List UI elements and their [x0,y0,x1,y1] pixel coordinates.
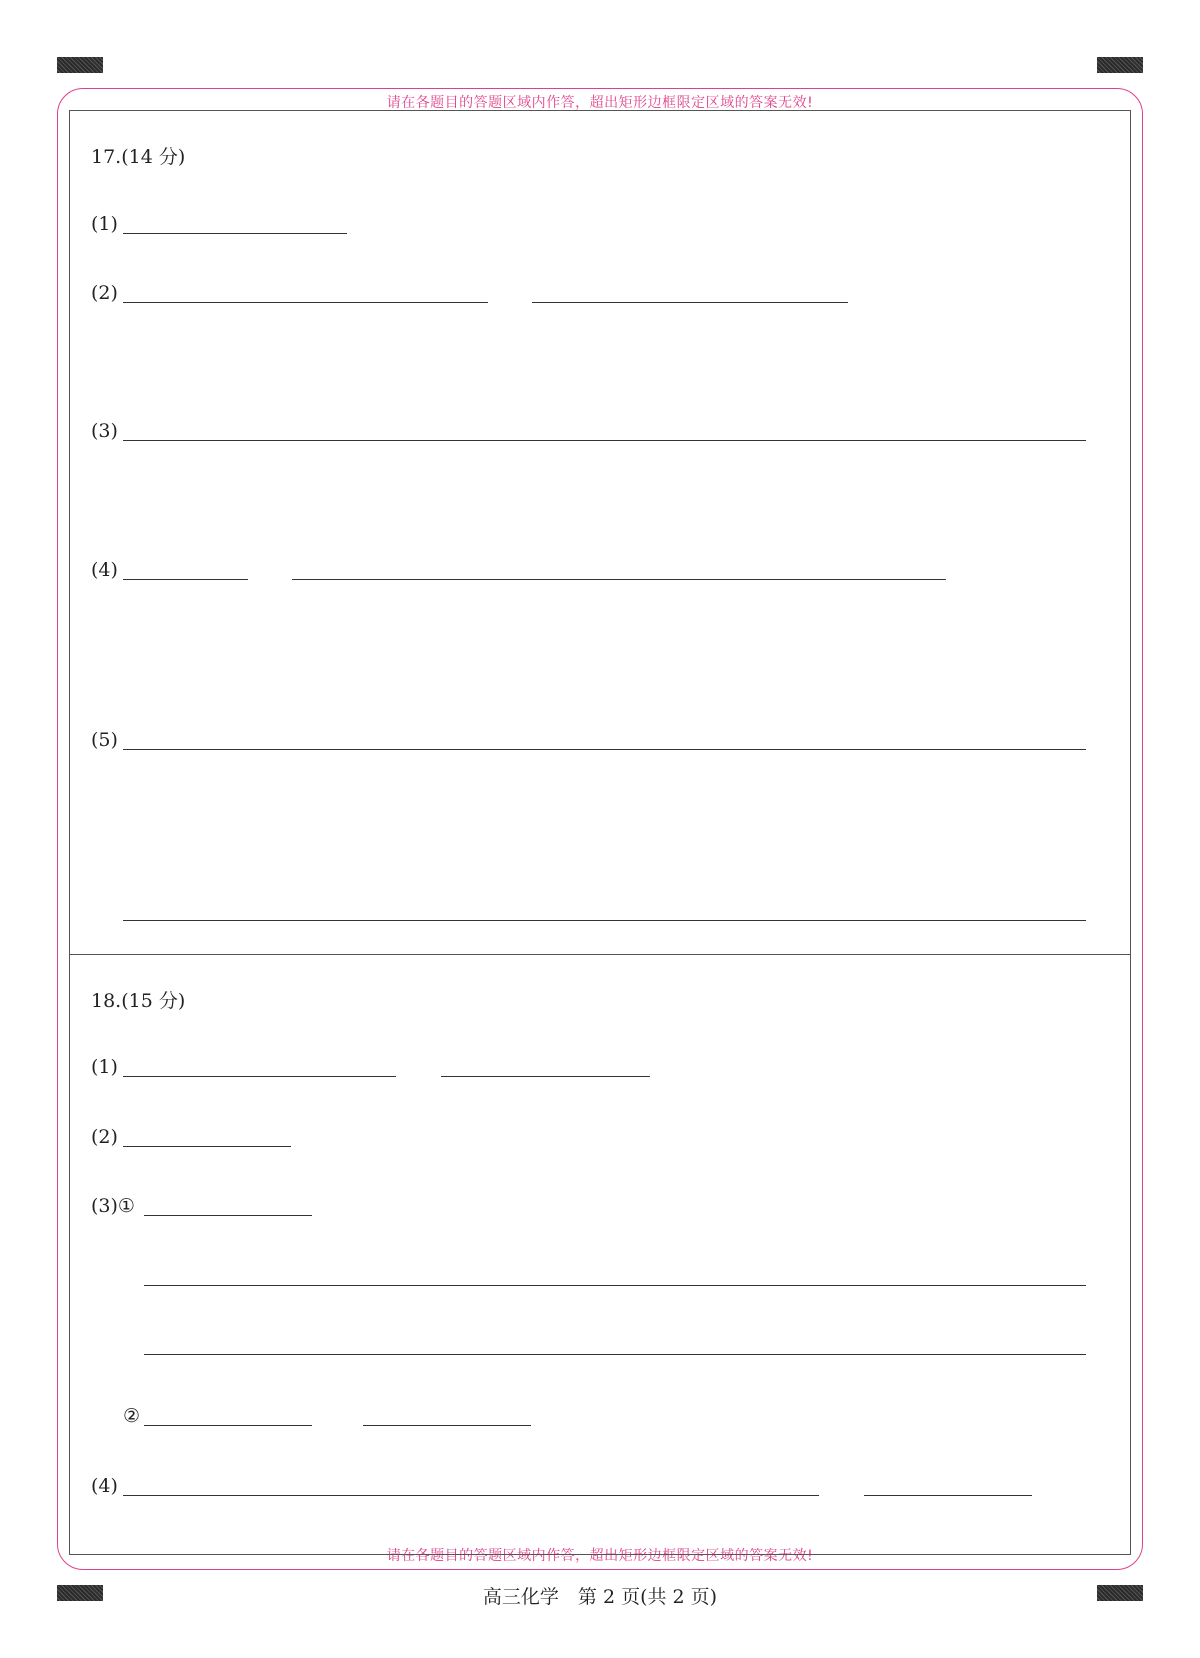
q18-part-1-answer-line-a[interactable] [123,1076,396,1077]
q17-part-4-label: (4) [91,559,118,581]
q18-part-4-label: (4) [91,1475,118,1497]
q18-part-3-1-label: (3)① [91,1195,135,1217]
q18-part-2-label: (2) [91,1126,118,1148]
q17-part-4-answer-line-b[interactable] [292,579,946,580]
q17-part-2-answer-line-b[interactable] [532,302,848,303]
q17-part-4-answer-line-a[interactable] [123,579,248,580]
q17-part-5-answer-line-a[interactable] [123,749,1086,750]
question-17-title: 17.(14 分) [91,146,186,168]
q17-part-3-label: (3) [91,420,118,442]
q17-part-1-label: (1) [91,213,118,235]
q17-part-3-answer-line[interactable] [123,440,1086,441]
q18-part-1-answer-line-b[interactable] [441,1076,650,1077]
q18-part-3-1-answer-line-3[interactable] [144,1354,1086,1355]
q18-part-4-answer-line-a[interactable] [123,1495,819,1496]
q18-part-4-answer-line-b[interactable] [864,1495,1032,1496]
q18-part-2-answer-line[interactable] [123,1146,291,1147]
warning-top: 请在各题目的答题区域内作答，超出矩形边框限定区域的答案无效! [386,95,814,111]
registration-marker-top-left [57,57,103,73]
q18-part-1-label: (1) [91,1056,118,1078]
q17-part-2-answer-line-a[interactable] [123,302,488,303]
q18-part-3-1-answer-line-2[interactable] [144,1285,1086,1286]
registration-marker-top-right [1097,57,1143,73]
q17-part-5-label: (5) [91,729,118,751]
question-divider [69,954,1131,955]
q18-part-3-2-answer-line-a[interactable] [144,1425,312,1426]
warning-bottom: 请在各题目的答题区域内作答，超出矩形边框限定区域的答案无效! [386,1548,814,1564]
q18-part-3-1-answer-line[interactable] [144,1215,312,1216]
answer-box [69,110,1131,1555]
q17-part-1-answer-line[interactable] [123,233,347,234]
q17-part-2-label: (2) [91,282,118,304]
page-footer: 高三化学 第 2 页(共 2 页) [482,1586,718,1608]
q18-part-3-2-answer-line-b[interactable] [363,1425,531,1426]
q18-part-3-2-label: ② [123,1405,141,1427]
question-18-title: 18.(15 分) [91,990,186,1012]
q17-part-5-answer-line-b[interactable] [123,920,1086,921]
